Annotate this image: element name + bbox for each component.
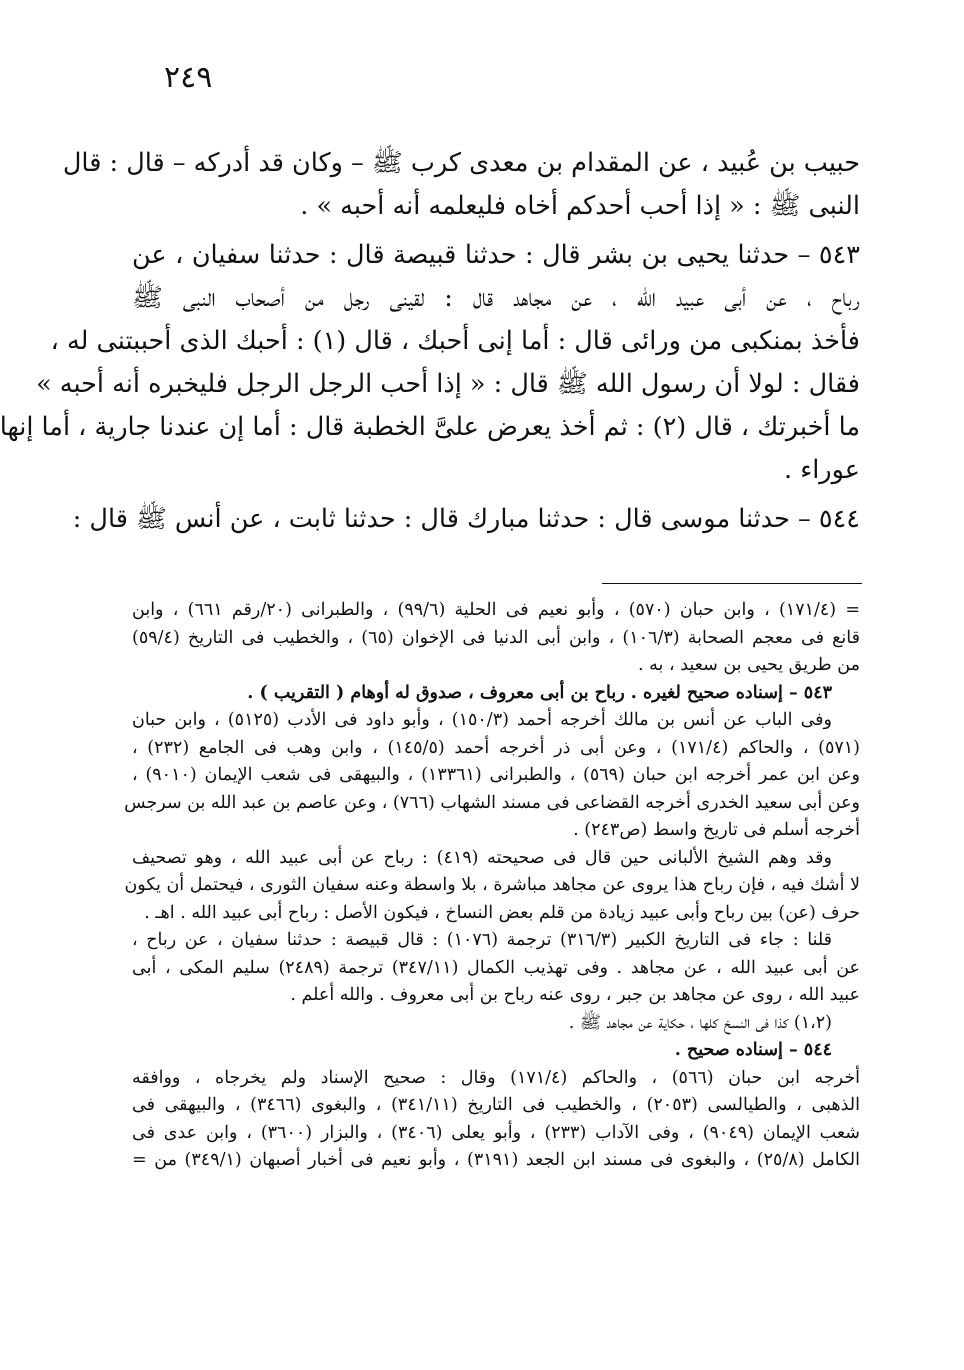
footnote-line: = (١٧١/٤) ، وابن حبان (٥٧٠) ، وأبو نعيم فى الحلية (٩٩/٦) ، والطبرانى (٢٠/رقم ٦٦١) ، وابن (132, 600, 861, 620)
main-text-line: حبيب بن عُبيد ، عن المقدام بن معدى كرب ﷺ – وكان قد أدركه – قال : قال (62, 148, 860, 178)
footnote-line: شعب الإيمان (٩٠٤٩) ، وفى الآداب (٢٣٣) ، وأبو يعلى (٣٤٠٦) ، والبزار (٣٦٠٠) ، وابن عدى فى (132, 1122, 860, 1143)
footnote-line: وعن ابن عمر أخرجه ابن حبان (٥٦٩) ، والطبرانى (١٣٣٦١) ، والبيهقى فى شعب الإيمان (٩٠١٠) ، (132, 765, 860, 785)
main-text-line: رباح ، عن أبى عبيد الله ، عن مجاهد قال : لقينى رجل من أصحاب النبى ﷺ (132, 283, 860, 313)
footnote-line: أخرجه أسلم فى تاريخ واسط (ص٢٤٣) . (573, 820, 860, 840)
main-text-line: ٥٤٣ – حدثنا يحيى بن بشر قال : حدثنا قبيصة قال : حدثنا سفيان ، عن (132, 240, 860, 270)
main-text-line: فأخذ بمنكبى من ورائى قال : أما إنى أحبك ، قال (١) : أحبك الذى أحببتنى له ، (50, 326, 860, 356)
footnote-line: وفى الباب عن أنس بن مالك أخرجه أحمد (١٥٠/٣) ، وأبو داود فى الأدب (٥١٢٥) ، وابن حبان (132, 710, 832, 730)
main-text-line: عوراء . (784, 455, 860, 485)
main-text-line: ما أخبرتك ، قال (٢) : ثم أخذ يعرض علىَّ الخطبة قال : أما إن عندنا جارية ، أما إنها (0, 412, 860, 442)
footnote-line: ٥٤٤ – إسناده صحيح . (674, 1040, 832, 1060)
footnote-line: الذهبى ، والطيالسى (٢٠٥٣) ، والخطيب فى التاريخ (٣٤١/١١) ، والبغوى (٣٤٦٦) ، والبيهقى فى (132, 1095, 860, 1115)
footnote-line: عبيد الله ، روى عن مجاهد بن جبر ، روى عنه رباح بن أبى معروف . والله أعلم . (290, 985, 860, 1005)
footnote-divider (602, 583, 862, 584)
footnote-line: الكامل (٢٥/٨) ، والبغوى فى مسند ابن الجعد (٣١٩١) ، وأبو نعيم فى أخبار أصبهان (٣٤٩/١) من = (132, 1150, 860, 1170)
footnote-line: ٥٤٣ – إسناده صحيح لغيره . رباح بن أبى معروف ، صدوق له أوهام ( التقريب ) . (247, 682, 832, 703)
main-text-line: النبى ﷺ : « إذا أحب أحدكم أخاه فليعلمه أنه أحبه » . (300, 191, 860, 221)
footnote-line: (١،٢) كذا فى النسخ كلها ، حكاية عن مجاهد ﷺ . (568, 1012, 832, 1033)
footnote-line: لا أشك فيه ، فإن رباح هذا يروى عن مجاهد مباشرة ، بلا واسطة وعنه سفيان الثورى ، فيحتمل أن يكون (124, 875, 860, 895)
main-text-line: فقال : لولا أن رسول الله ﷺ قال : « إذا أحب الرجل الرجل فليخبره أنه أحبه » (36, 369, 860, 399)
footnote-line: قلنا : جاء فى التاريخ الكبير (٣١٦/٣) ترجمة (١٠٧٦) : قال قبيصة : حدثنا سفيان ، عن رباح ، (132, 930, 833, 950)
footnote-line: من طريق يحيى بن سعيد ، به . (638, 655, 860, 675)
footnote-line: وقد وهم الشيخ الألبانى حين قال فى صحيحته (٤١٩) : رباح عن أبى عبيد الله ، وهو تصحيف (132, 847, 832, 868)
footnotes (124, 597, 861, 1175)
footnote-line: عن أبى عبيد الله ، عن مجاهد . وفى تهذيب الكمال (٣٤٧/١١) ترجمة (٢٤٨٩) سليم المكى ، أبى (132, 957, 860, 978)
main-text (0, 142, 860, 541)
footnote-line: حرف (عن) بين رباح وأبى عبيد زيادة من قلم بعض النساخ ، فيكون الأصل : رباح أبى عبيد الله . اهـ . (144, 902, 860, 923)
footnote-line: وعن أبى سعيد الخدرى أخرجه القضاعى فى مسند الشهاب (٧٦٦) ، وعن عاصم بن عبد الله بن سرجس (124, 792, 860, 813)
page-number: ٢٤٩ (164, 60, 213, 95)
main-text-line: ٥٤٤ – حدثنا موسى قال : حدثنا مبارك قال : حدثنا ثابت ، عن أنس ﷺ قال : (72, 504, 860, 534)
footnote-line: أخرجه ابن حبان (٥٦٦) ، والحاكم (١٧١/٤) وقال : صحيح الإسناد ولم يخرجاه ، ووافقه (132, 1067, 860, 1088)
footnote-line: قانع فى معجم الصحابة (١٠٦/٣) ، وابن أبى الدنيا فى الإخوان (٦٥) ، والخطيب فى التاريخ (٥٩/٤) (132, 627, 860, 648)
footnote-line: (٥٧١) ، والحاكم (١٧١/٤) ، وعن أبى ذر أخرجه أحمد (١٤٥/٥) ، وابن وهب فى الجامع (٢٣٢) ، (132, 737, 860, 758)
